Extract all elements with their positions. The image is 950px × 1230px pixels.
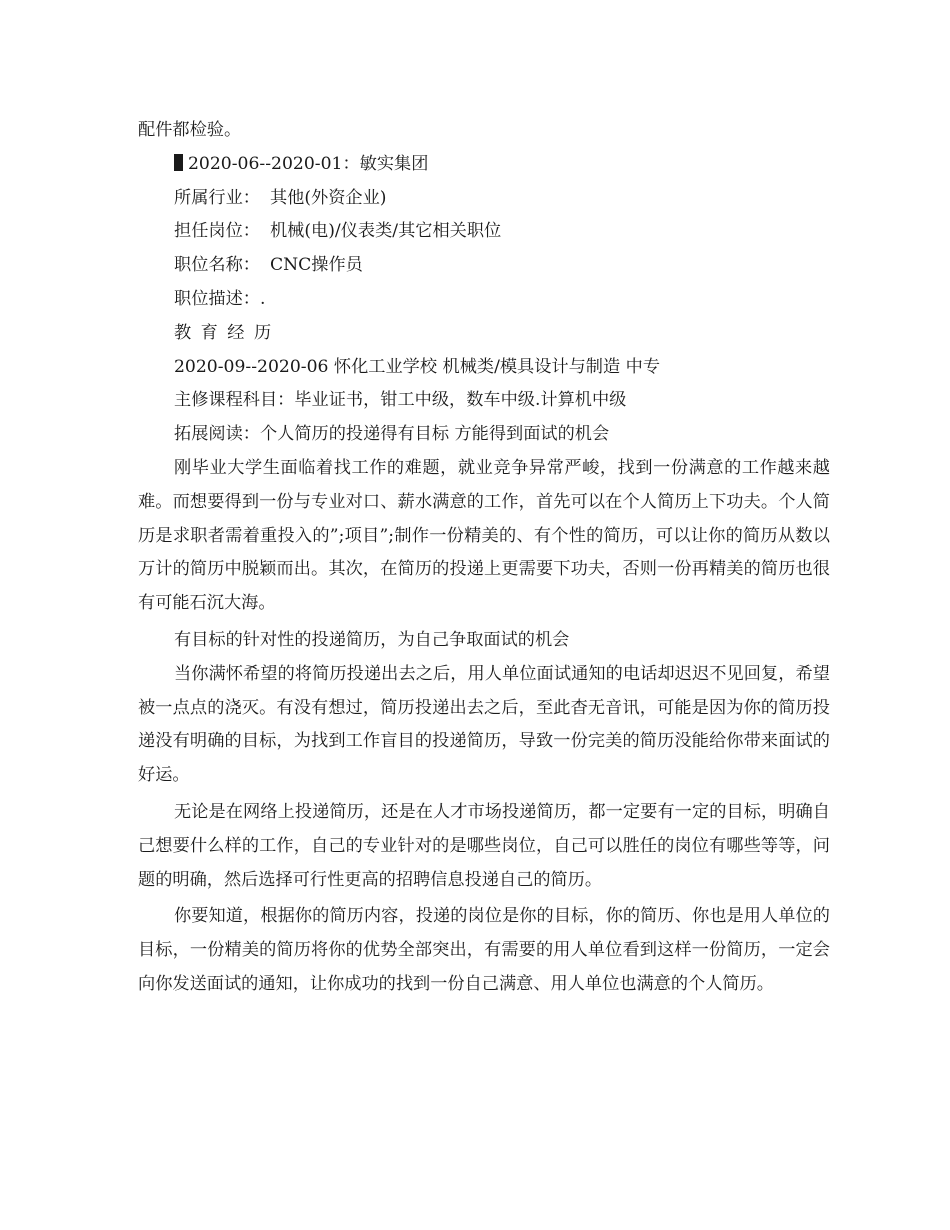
job-period-company: 2020-06--2020-01：敏实集团 (188, 153, 429, 174)
post-row (138, 215, 830, 249)
industry-label: 所属行业： (174, 187, 260, 208)
paragraph: 有目标的针对性的投递简历，为自己争取面试的机会 (174, 629, 570, 650)
job-description-row (138, 283, 830, 317)
text-line: 配件都检验。 (138, 120, 242, 140)
paragraph: 你要知道，根据你的简历内容，投递的岗位是你的目标，你的简历、你也是用人单位的目标，一份精美的简历将你的优势全部突出，有需要的用人单位看到这样一份简历，一定会向你发送面试的通知，让你成功的找到一份自己满意、用人单位也满意的个人简历。 (138, 906, 830, 994)
bullet-block-icon (174, 154, 183, 171)
job-title-row (138, 249, 830, 283)
job-title-label: 职位名称： (174, 255, 260, 276)
job-description-label: 职位描述： (174, 288, 260, 309)
document-page (138, 114, 830, 1002)
industry-value: 其他(外资企业) (269, 187, 387, 208)
paragraph: 刚毕业大学生面临着找工作的难题，就业竞争异常严峻，找到一份满意的工作越来越难。而想要得到一份与专业对口、薪水满意的工作，首先可以在个人简历上下功夫。个人简历是求职者需着重投入的”;项目”;制作一份精美的、有个性的简历，可以让你的简历从数以万计的简历中脱颖而出。其次，在简历的投递上更需要下功夫，否则一份再精美的简历也很有可能石沉大海。 (138, 457, 830, 614)
paragraph: 当你满怀希望的将简历投递出去之后，用人单位面试通知的电话却迟迟不见回复，希望被一点点的浇灭。有没有想过，简历投递出去之后，至此杳无音讯，可能是因为你的简历投递没有明确的目标，为找到工作盲目的投递简历，导致一份完美的简历没能给你带来面试的好运。 (138, 663, 830, 786)
education-entry: 2020-09--2020-06 怀化工业学校 机械类/模具设计与制造 中专 (174, 356, 661, 377)
job-description-value: . (259, 288, 266, 309)
paragraph: 无论是在网络上投递简历，还是在人才市场投递简历，都一定要有一定的目标，明确自己想要什么样的工作，自己的专业针对的是哪些岗位，自己可以胜任的岗位有哪些等等，问题的明确，然后选择可行性更高的招聘信息投递自己的简历。 (138, 801, 830, 890)
post-label: 担任岗位： (174, 221, 260, 242)
further-reading-title: 拓展阅读：个人简历的投递得有目标 方能得到面试的机会 (174, 424, 610, 445)
education-heading: 教育经历 (174, 322, 281, 343)
courses-line: 主修课程科目：毕业证书，钳工中级，数车中级.计算机中级 (174, 390, 627, 411)
industry-row (138, 182, 830, 216)
job-entry-header (138, 148, 830, 182)
job-title-value: CNC操作员 (269, 255, 363, 276)
post-value: 机械(电)/仪表类/其它相关职位 (269, 221, 502, 242)
